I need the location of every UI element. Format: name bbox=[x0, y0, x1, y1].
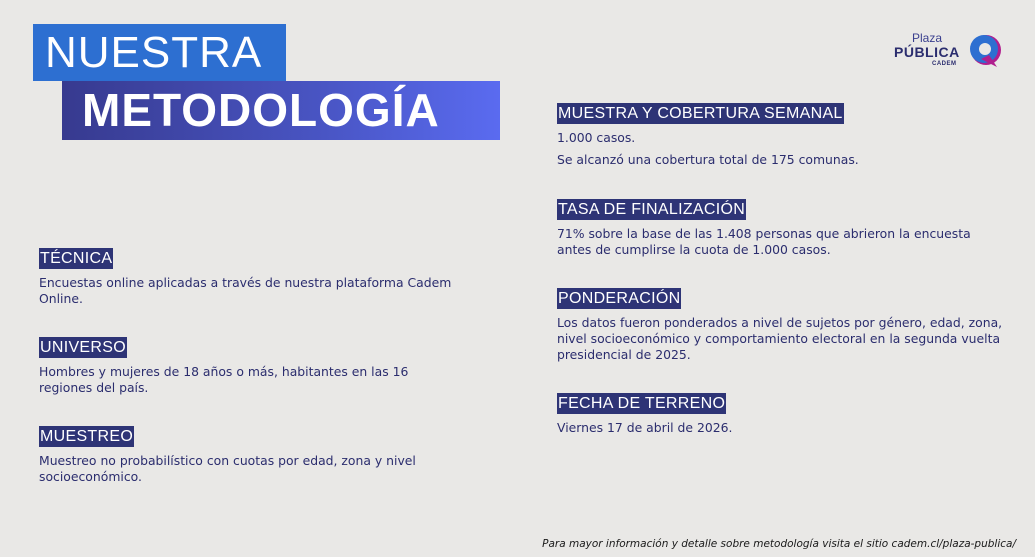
section-heading: UNIVERSO bbox=[40, 339, 126, 356]
section-tecnica bbox=[39, 248, 459, 307]
section-text: 1.000 casos. Se alcanzó una cobertura total de 175 comunas. bbox=[557, 130, 859, 167]
title-line-2: METODOLOGÍA bbox=[62, 81, 500, 140]
section-text: Viernes 17 de abril de 2026. bbox=[557, 420, 733, 435]
section-fecha bbox=[557, 393, 1007, 436]
speech-bubble-icon bbox=[967, 33, 1005, 69]
section-muestra bbox=[557, 103, 1007, 168]
section-text: Muestreo no probabilístico con cuotas por edad, zona y nivel socioeconómico. bbox=[39, 453, 416, 484]
section-text: 71% sobre la base de las 1.408 personas que abrieron la encuesta antes de cumplirse la cuota de 1.000 casos. bbox=[557, 226, 971, 257]
logo-publica-text: PÚBLICA bbox=[894, 44, 960, 60]
section-muestreo bbox=[39, 426, 459, 485]
logo-plaza-text: Plaza bbox=[911, 31, 942, 45]
section-text: Encuestas online aplicadas a través de nuestra plataforma Cadem Online. bbox=[39, 275, 452, 306]
logo-cadem-text: CADEM bbox=[932, 61, 957, 67]
section-ponderacion bbox=[557, 288, 1007, 363]
section-heading: FECHA DE TERRENO bbox=[558, 395, 726, 412]
section-heading: TÉCNICA bbox=[40, 250, 113, 267]
section-heading: MUESTRA Y COBERTURA SEMANAL bbox=[558, 105, 843, 122]
section-text: Los datos fueron ponderados a nivel de sujetos por género, edad, zona, nivel socioeconómico y comportamiento electoral en la segunda vuelta presidencial de 2025. bbox=[557, 315, 1003, 362]
footer-note: Para mayor información y detalle sobre metodología visita el sitio cadem.cl/plaza-publica/ bbox=[542, 538, 1016, 550]
section-universo bbox=[39, 337, 449, 396]
title-line-1: NUESTRA bbox=[33, 24, 286, 81]
plaza-publica-logo bbox=[892, 30, 1012, 70]
section-heading: PONDERACIÓN bbox=[558, 290, 681, 307]
section-heading: MUESTREO bbox=[40, 428, 134, 445]
section-text: Hombres y mujeres de 18 años o más, habitantes en las 16 regiones del país. bbox=[39, 364, 409, 395]
section-tasa bbox=[557, 199, 1007, 258]
section-heading: TASA DE FINALIZACIÓN bbox=[558, 201, 746, 218]
